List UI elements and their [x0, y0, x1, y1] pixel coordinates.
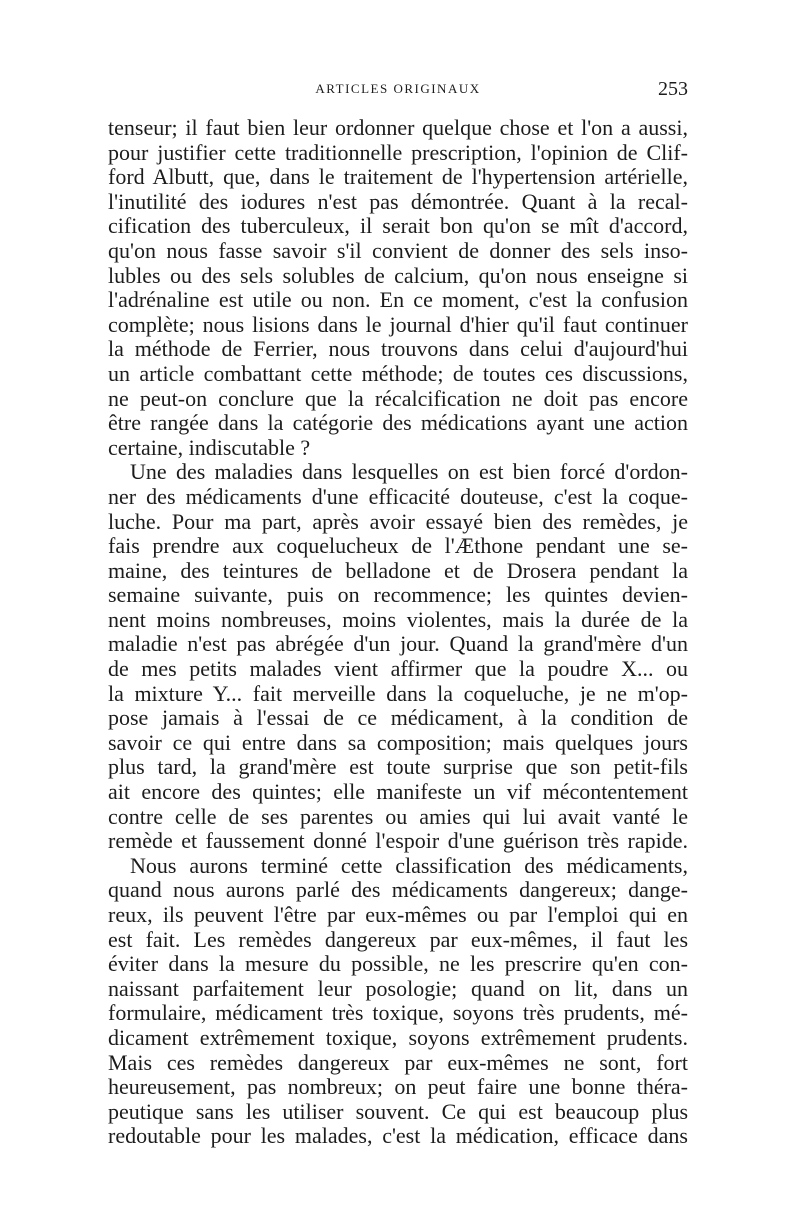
text-line: reux, ils peuvent l'être par eux-mêmes ou par l'emploi qui en [108, 902, 688, 927]
text-line: peutique sans les utiliser souvent. Ce qui est beaucoup plus [108, 1098, 688, 1124]
page-number: 253 [658, 78, 688, 100]
text-line: pose jamais à l'essai de ce médicament, à la condition de [108, 705, 688, 731]
text-line: la méthode de Ferrier, nous trouvons dans celui d'aujourd'hui [108, 336, 688, 362]
text-line: heureusement, pas nombreux; on peut faire une bonne théra- [108, 1074, 688, 1100]
text-line: nent moins nombreuses, moins violentes, mais la durée de la [108, 606, 688, 632]
text-line: formulaire, médicament très toxique, soyons très prudents, mé- [108, 1000, 688, 1026]
text-line: l'inutilité des iodures n'est pas démontrée. Quant à la recal- [108, 188, 688, 214]
text-line: dicament extrêmement toxique, soyons extrêmement prudents. [108, 1024, 688, 1050]
text-line: est fait. Les remèdes dangereux par eux-mêmes, il faut les [108, 926, 688, 952]
text-line: cification des tuberculeux, il serait bon qu'on se mît d'accord, [108, 213, 688, 239]
text-line: complète; nous lisions dans le journal d'hier qu'il faut continuer [108, 311, 688, 337]
text-line: luche. Pour ma part, après avoir essayé bien des remèdes, je [108, 508, 688, 534]
text-line: savoir ce qui entre dans sa composition; mais quelques jours [108, 729, 688, 755]
running-head-title: ARTICLES ORIGINAUX [315, 81, 481, 96]
text-line: plus tard, la grand'mère est toute surprise que son petit-fils [108, 754, 688, 780]
text-line: contre celle de ses parentes ou amies qui lui avait vanté le [108, 803, 688, 829]
text-line: certaine, indiscutable ? [108, 434, 311, 460]
text-line: naissant parfaitement leur posologie; quand on lit, dans un [108, 975, 688, 1001]
text-line: maine, des teintures de belladone et de Drosera pendant la [108, 557, 688, 583]
paragraph-3 [108, 854, 688, 1149]
text-line: l'adrénaline est utile ou non. En ce moment, c'est la confusion [108, 287, 688, 313]
body-text [108, 116, 688, 1149]
text-line: de mes petits malades vient affirmer que la poudre X... ou [108, 656, 688, 682]
text-line: fais prendre aux coquelucheux de l'Æthone pendant une se- [108, 533, 688, 559]
text-line: Mais ces remèdes dangereux par eux-mêmes ne sont, fort [108, 1049, 688, 1075]
text-line: quand nous aurons parlé des médicaments dangereux; dange- [108, 877, 688, 903]
text-line: qu'on nous fasse savoir s'il convient de donner des sels inso- [108, 237, 688, 263]
text-line: ner des médicaments d'une efficacité douteuse, c'est la coque- [108, 483, 688, 509]
text-line: pour justifier cette traditionnelle prescription, l'opinion de Clif- [108, 139, 688, 165]
text-line: semaine suivante, puis on recommence; les quintes devien- [108, 582, 688, 608]
text-line: maladie n'est pas abrégée d'un jour. Quand la grand'mère d'un [108, 631, 688, 657]
running-head [108, 78, 688, 102]
text-line: ne peut-on conclure que la récalcification ne doit pas encore [108, 385, 688, 411]
text-line: redoutable pour les malades, c'est la médication, efficace dans [108, 1123, 688, 1149]
text-line: tenseur; il faut bien leur ordonner quelque chose et l'on a aussi, [108, 115, 688, 140]
text-line: lubles ou des sels solubles de calcium, qu'on nous enseigne si [108, 262, 688, 288]
text-line: ait encore des quintes; elle manifeste un vif mécontentement [108, 779, 688, 805]
text-line: Nous aurons terminé cette classification des médicaments, [130, 852, 688, 878]
text-line: Une des maladies dans lesquelles on est bien forcé d'ordon- [130, 459, 688, 485]
text-line: remède et faussement donné l'espoir d'une guérison très rapide. [108, 828, 688, 854]
paragraph-2 [108, 460, 688, 854]
text-line: éviter dans la mesure du possible, ne les prescrire qu'en con- [108, 951, 688, 977]
text-line: la mixture Y... fait merveille dans la coqueluche, je ne m'op- [108, 680, 688, 706]
text-line: être rangée dans la catégorie des médications ayant une action [108, 410, 688, 436]
paragraph-1 [108, 116, 688, 460]
text-line: ford Albutt, que, dans le traitement de l'hypertension artérielle, [108, 164, 688, 190]
text-line: un article combattant cette méthode; de toutes ces discussions, [108, 360, 688, 386]
